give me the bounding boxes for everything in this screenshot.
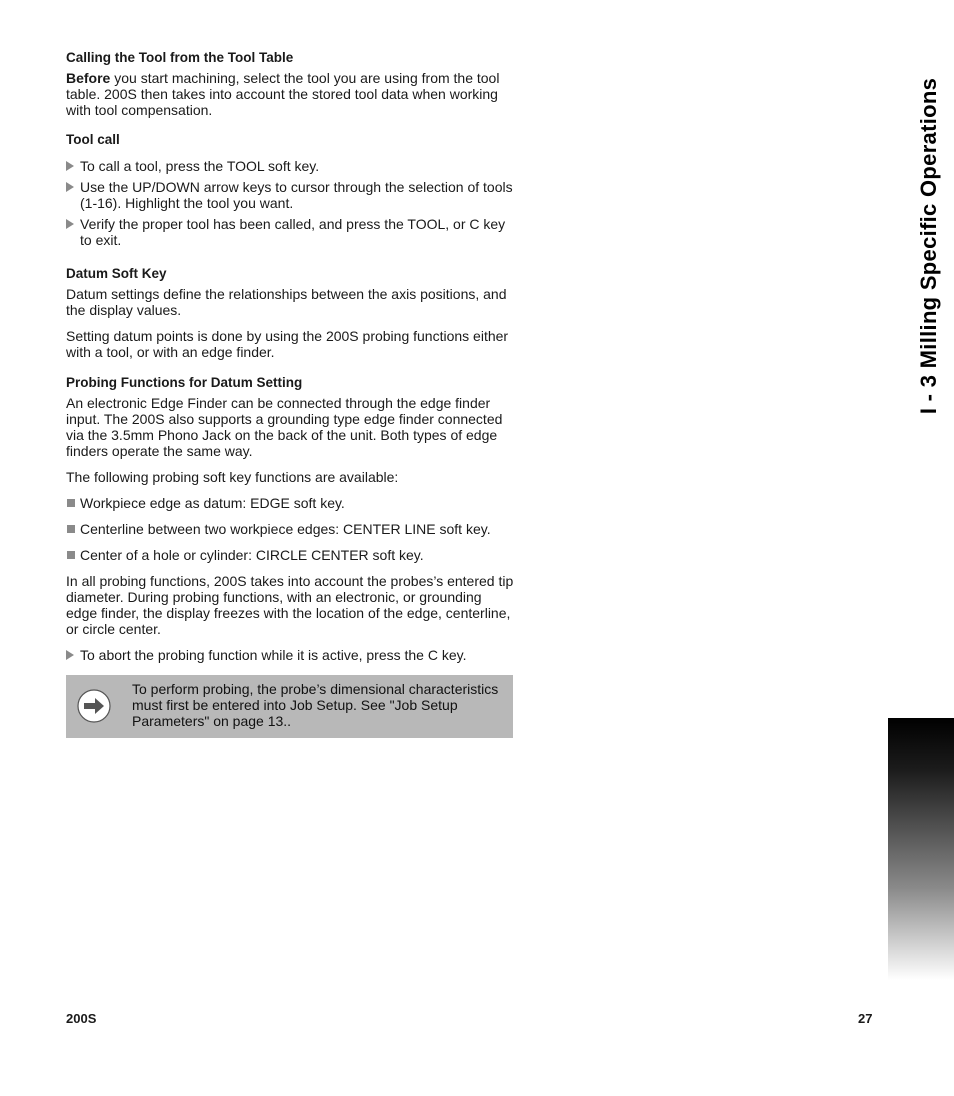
para-probing-1: An electronic Edge Finder can be connected through the edge finder input. The 200S also supports a grounding type edge finder connected via the 3.5mm Phono Jack on the back of the unit. Both types of edge finders operate the same way. bbox=[66, 395, 503, 459]
para-before bbox=[66, 70, 514, 118]
heading-probing: Probing Functions for Datum Setting bbox=[66, 375, 303, 390]
list-item: Center of a hole or cylinder: CIRCLE CENTER soft key. bbox=[66, 547, 514, 563]
triangle-bullet-icon bbox=[66, 182, 74, 192]
list-item: Workpiece edge as datum: EDGE soft key. bbox=[66, 495, 514, 511]
para-probing-2: The following probing soft key functions are available: bbox=[66, 469, 399, 485]
square-bullet-icon bbox=[67, 551, 75, 559]
para-probing-3: In all probing functions, 200S takes into account the probes’s entered tip diameter. During probing functions, with an electronic, or grounding edge finder, the display freezes with the location of the edge, centerline, or circle center. bbox=[66, 573, 514, 637]
side-tab-gradient bbox=[888, 718, 954, 980]
heading-tool-call: Tool call bbox=[66, 132, 120, 147]
para-datum-1: Datum settings define the relationships between the axis positions, and the display values. bbox=[66, 286, 507, 318]
lead-bold: Before bbox=[66, 70, 111, 86]
step-item: To abort the probing function while it is active, press the C key. bbox=[66, 647, 514, 663]
main-column bbox=[66, 50, 514, 668]
step-item: To call a tool, press the TOOL soft key. bbox=[66, 158, 514, 174]
heading-tool-table: Calling the Tool from the Tool Table bbox=[66, 50, 294, 65]
list-item: Centerline between two workpiece edges: CENTER LINE soft key. bbox=[66, 521, 514, 537]
step-item: Use the UP/DOWN arrow keys to cursor through the selection of tools (1-16). Highlight the tool you want. bbox=[66, 179, 514, 211]
arrow-right-circle-icon bbox=[77, 689, 111, 723]
triangle-bullet-icon bbox=[66, 650, 74, 660]
triangle-bullet-icon bbox=[66, 161, 74, 171]
side-chapter-title: I - 3 Milling Specific Operations bbox=[916, 77, 941, 415]
note-text: To perform probing, the probe’s dimensional characteristics must first be entered into Job Setup. See "Job Setup Parameters" on page 13.. bbox=[132, 681, 499, 729]
lead-rest: you start machining, select the tool you are using from the tool table. 200S then takes into account the stored tool data when working with tool compensation. bbox=[66, 70, 500, 118]
square-bullet-icon bbox=[67, 525, 75, 533]
para-datum-2: Setting datum points is done by using the 200S probing functions either with a tool, or with an edge finder. bbox=[66, 328, 509, 360]
heading-datum-soft-key: Datum Soft Key bbox=[66, 266, 167, 281]
square-bullet-icon bbox=[67, 499, 75, 507]
footer-page-number: 27 bbox=[858, 1011, 873, 1026]
note-box bbox=[66, 675, 513, 738]
triangle-bullet-icon bbox=[66, 219, 74, 229]
step-item: Verify the proper tool has been called, and press the TOOL, or C key to exit. bbox=[66, 216, 514, 248]
footer-product: 200S bbox=[66, 1011, 97, 1026]
